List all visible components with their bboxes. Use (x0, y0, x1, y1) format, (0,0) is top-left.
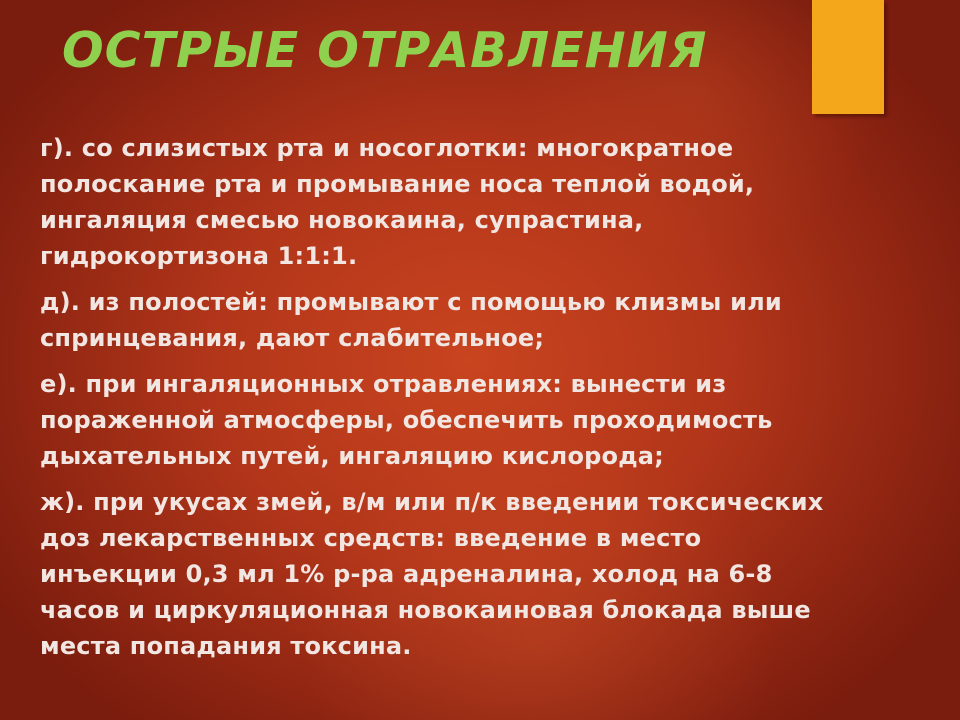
slide-title: ОСТРЫЕ ОТРАВЛЕНИЯ (62, 22, 708, 79)
slide-body (40, 130, 920, 674)
paragraph-zh: ж). при укусах змей, в/м или п/к введении токсических доз лекарственных средств: введение в место инъекции 0,3 мл 1% р-ра адреналина, холод на 6-8 часов и циркуляционная новокаиновая блокада выше места попадания токсина. (40, 488, 824, 660)
accent-bar (812, 0, 884, 114)
paragraph-d: д). из полостей: промывают с помощью клизмы или спринцевания, дают слабительное; (40, 288, 782, 352)
paragraph-e: е). при ингаляционных отравлениях: вынести из пораженной атмосферы, обеспечить проходимость дыхательных путей, ингаляцию кислорода; (40, 370, 773, 470)
paragraph-g: г). со слизистых рта и носоглотки: многократное полоскание рта и промывание носа теплой водой, ингаляция смесью новокаина, супрастина, гидрокортизона 1:1:1. (40, 134, 755, 270)
